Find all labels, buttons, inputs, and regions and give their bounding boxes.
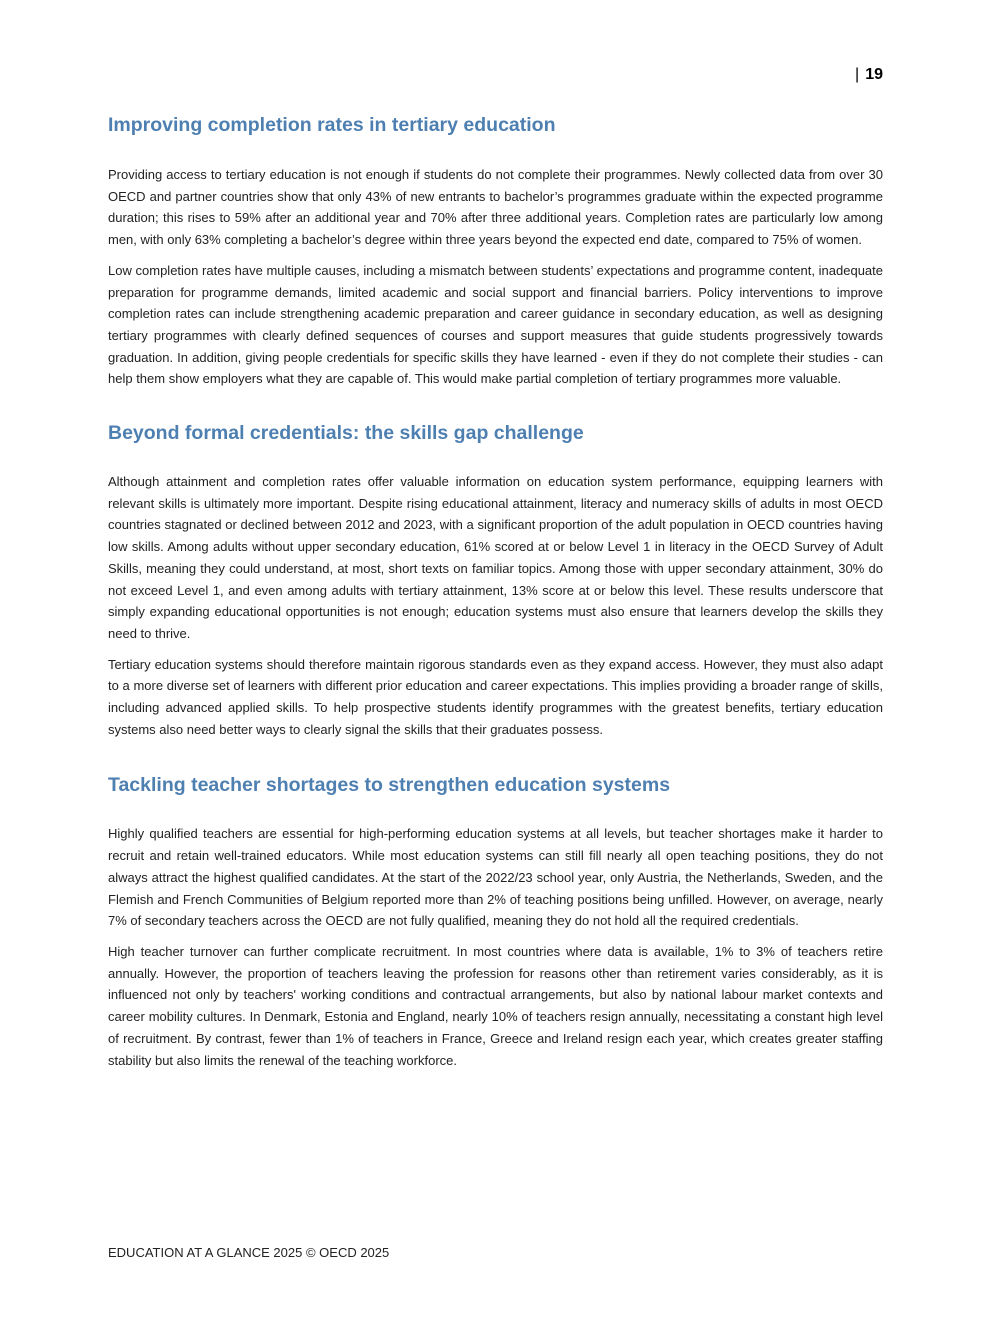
paragraph: Providing access to tertiary education is not enough if students do not complete their programmes. Newly collected data from over 30 OECD and partner countries show that only 43% of new entrants to bachelor’s programmes graduate within the expected programme duration; this rises to 59% after an additional year and 70% after three additional years. Completion rates are particularly low among men, with only 63% completing a bachelor’s degree within three years beyond the expected end date, compared to 75% of women. [108, 167, 883, 248]
page-number-separator: | [855, 66, 860, 83]
document-body [108, 110, 883, 1071]
section-heading: Tackling teacher shortages to strengthen education systems [108, 774, 671, 797]
paragraph: Although attainment and completion rates offer valuable information on education system performance, equipping learners with relevant skills is ultimately more important. Despite rising educational attainment, literacy and numeracy skills of adults in most OECD countries stagnated or declined between 2012 and 2023, with a significant proportion of the adult population in OECD countries having low skills. Among adults without upper secondary education, 61% scored at or below Level 1 in literacy in the OECD Survey of Adult Skills, meaning they could understand, at most, short texts on familiar topics. Among those with upper secondary attainment, 30% do not exceed Level 1, and even among adults with tertiary attainment, 13% score at or below this level. These results underscore that simply expanding educational opportunities is not enough; education systems must also ensure that learners develop the skills they need to thrive. [108, 474, 883, 641]
section-heading: Improving completion rates in tertiary education [108, 114, 556, 136]
paragraph: Tertiary education systems should therefore maintain rigorous standards even as they expand access. However, they must also adapt to a more diverse set of learners with different prior education and career expectations. This implies providing a broader range of skills, including advanced applied skills. To help prospective students identify programmes with the greatest benefits, tertiary education systems also need better ways to clearly signal the skills that their graduates possess. [108, 656, 883, 737]
section-heading: Beyond formal credentials: the skills gap challenge [108, 422, 584, 445]
page-footer: EDUCATION AT A GLANCE 2025 © OECD 2025 [108, 1245, 390, 1260]
page-number-value: 19 [865, 66, 883, 83]
paragraph: Highly qualified teachers are essential for high-performing education systems at all levels, but teacher shortages make it harder to recruit and retain well-trained educators. While most education systems can still fill nearly all open teaching positions, they do not always attract the highest qualified candidates. At the start of the 2022/23 school year, only Austria, the Netherlands, Sweden, and the Flemish and French Communities of Belgium reported more than 2% of teaching positions being unfilled. However, on average, nearly 7% of secondary teachers across the OECD are not fully qualified, meaning they do not hold all the required credentials. [108, 826, 883, 929]
paragraph: High teacher turnover can further complicate recruitment. In most countries where data is available, 1% to 3% of teachers retire annually. However, the proportion of teachers leaving the profession for reasons other than retirement varies considerably, as it is influenced not only by teachers' working conditions and contractual arrangements, but also by national labour market contexts and career mobility cultures. In Denmark, Estonia and England, nearly 10% of teachers resign annually, necessitating a constant high level of recruitment. By contrast, fewer than 1% of teachers in France, Greece and Ireland resign each year, which creates greater staffing stability but also limits the renewal of the teaching workforce. [108, 943, 883, 1068]
paragraph: Low completion rates have multiple causes, including a mismatch between students’ expectations and programme content, inadequate preparation for programme demands, limited academic and social support and financial barriers. Policy interventions to improve completion rates can include strengthening academic preparation and career guidance in secondary education, as well as designing tertiary programmes with clearly defined sequences of courses and support measures that guide students progressively towards graduation. In addition, giving people credentials for specific skills they have learned - even if they do not complete their studies - can help them show employers what they are capable of. This would make partial completion of tertiary programmes more valuable. [108, 262, 883, 387]
section-skills-gap [108, 418, 883, 740]
section-teacher-shortages [108, 770, 883, 1071]
section-completion-rates [108, 110, 883, 390]
page-number [855, 66, 883, 84]
